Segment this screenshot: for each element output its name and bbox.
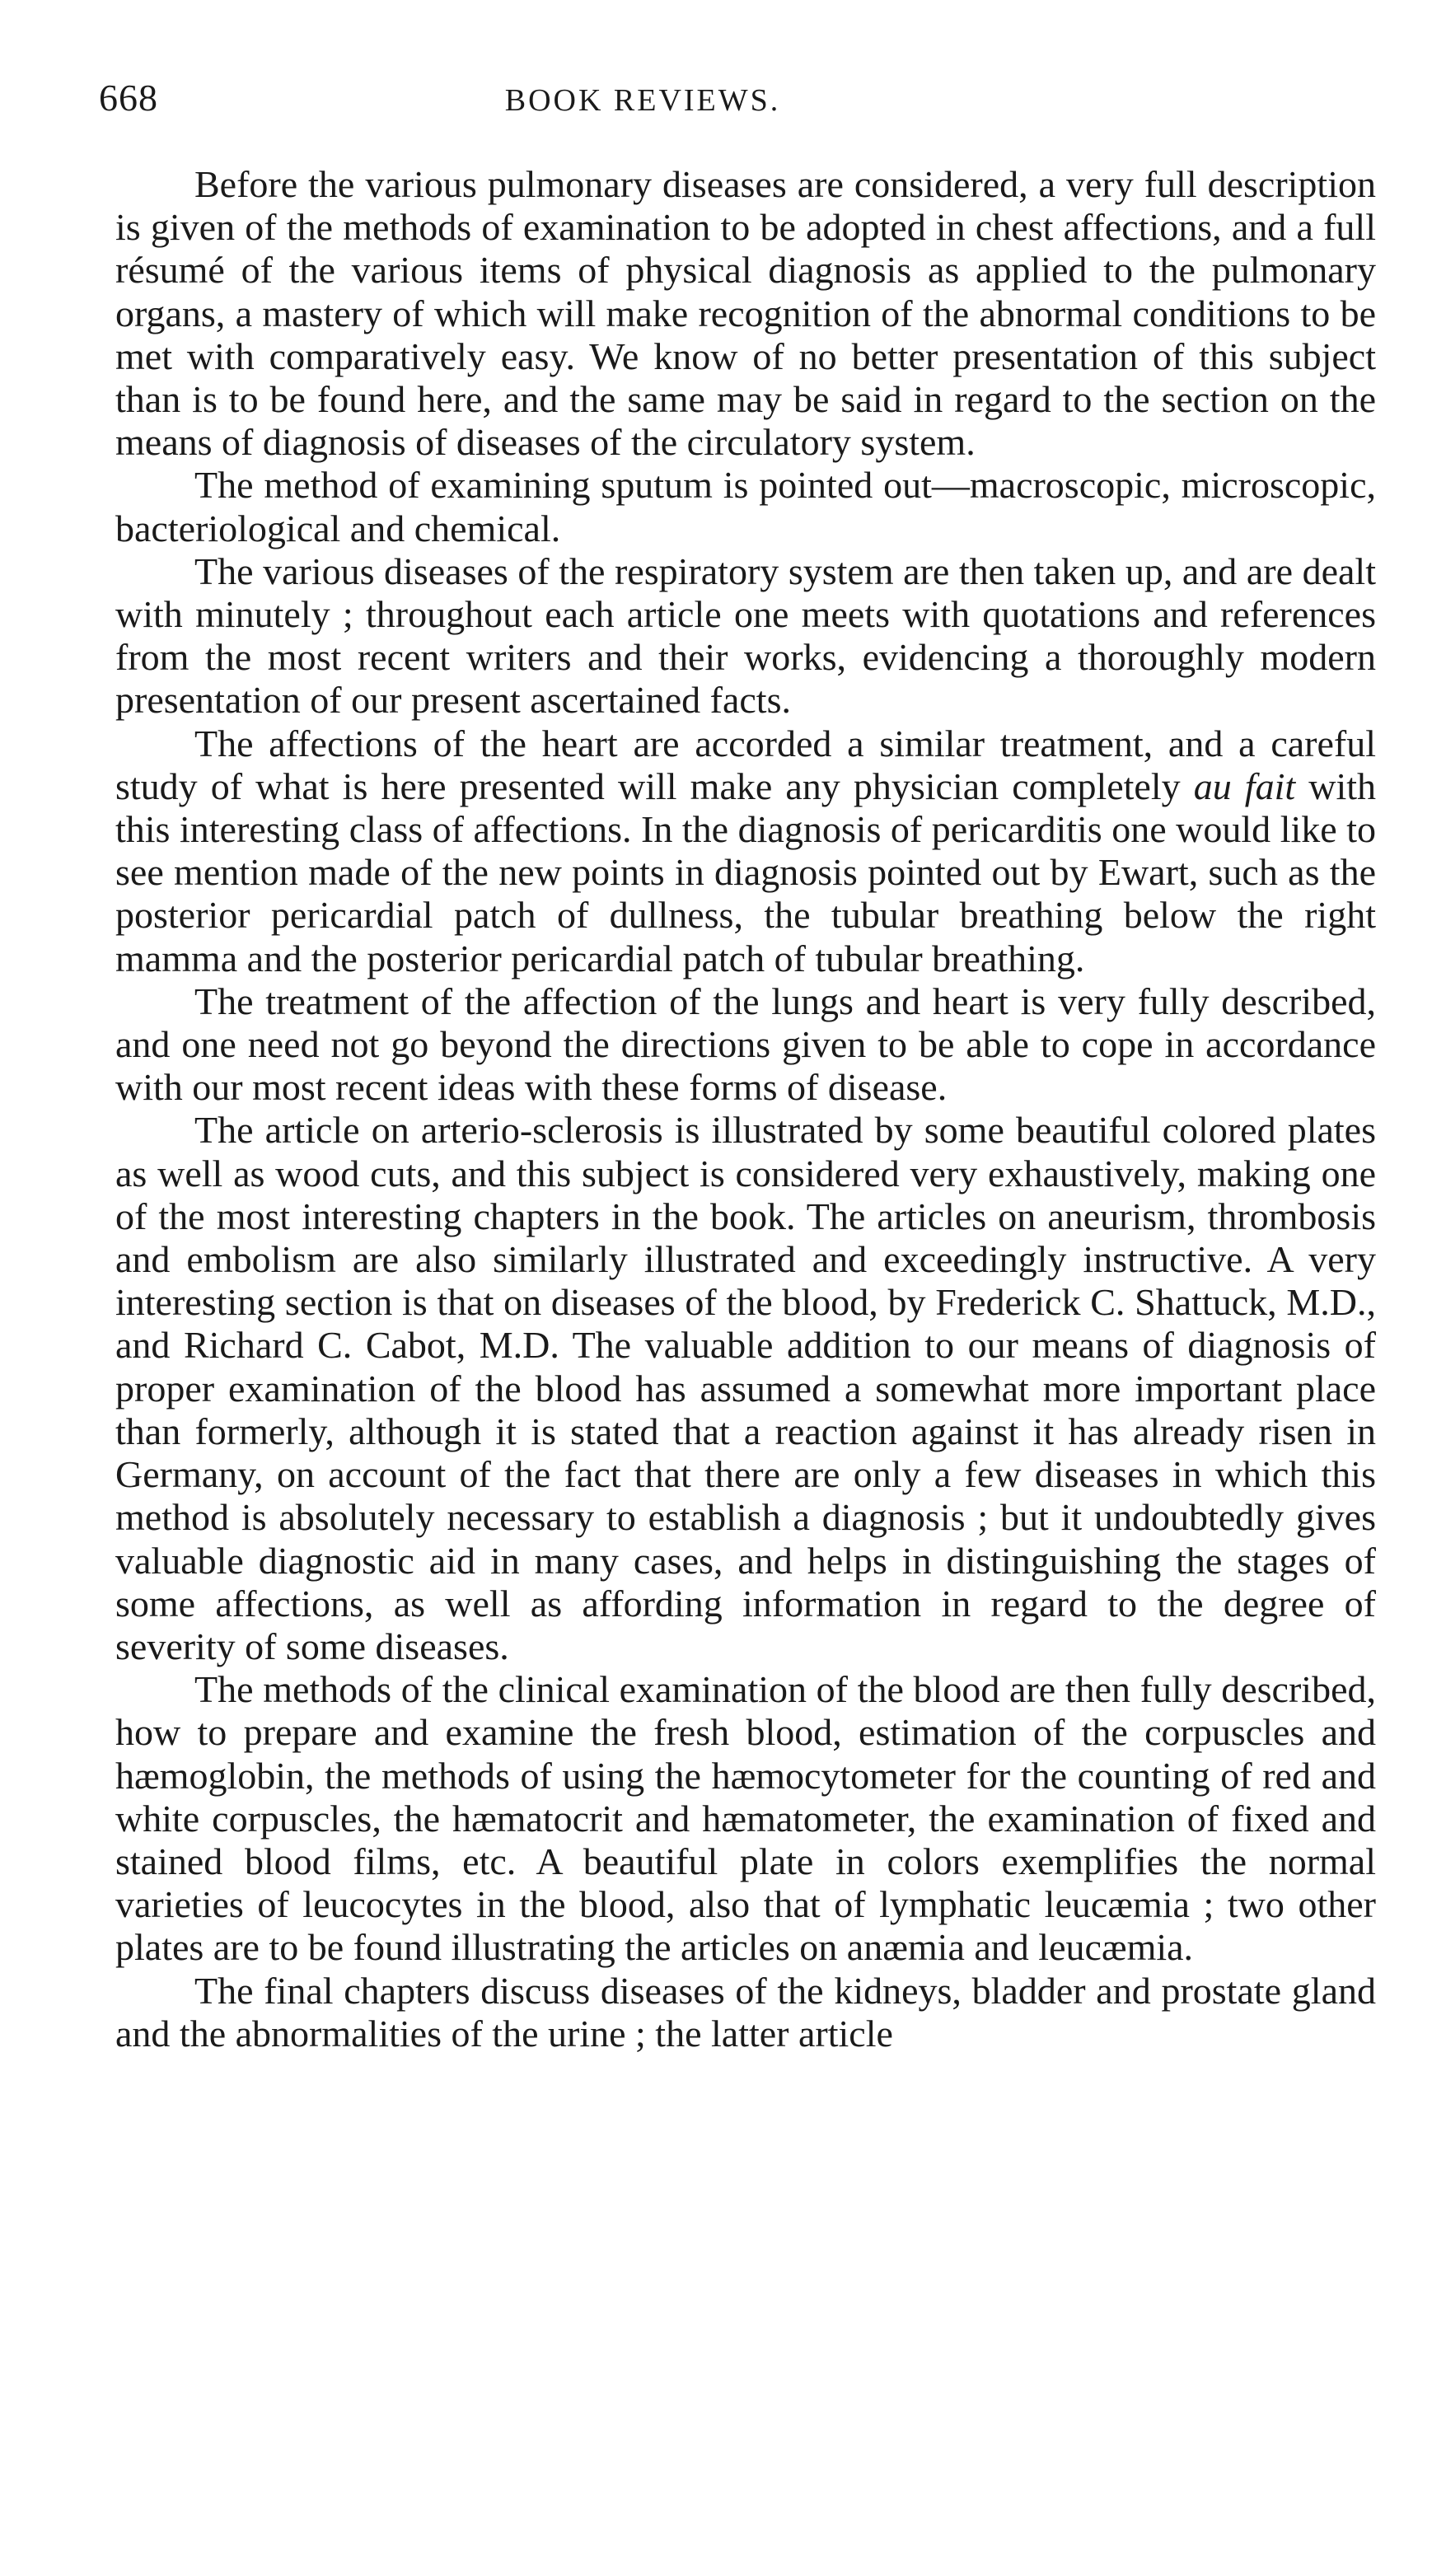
paragraph-sputum: The method of examining sputum is pointed out—macroscopic, microscopic, bacteriological and chemical. (115, 464, 1376, 549)
italic-phrase: au fait (1193, 764, 1296, 807)
paragraph-respiratory-diseases: The various diseases of the respiratory system are then taken up, and are dealt with minutely ; throughout each article one meets with quotations and references from the most recent writers and their works, evidencing a thoroughly modern presentation of our present ascertained facts. (115, 549, 1376, 722)
page-number: 668 (99, 77, 158, 119)
heart-text-before: The affections of the heart are accorded a similar treatment, and a careful study of what is here presented will make any physician completely (115, 722, 1376, 807)
paragraph-pulmonary-examination: Before the various pulmonary diseases are considered, a very full description is given of the methods of examination to be adopted in chest affections, and a full résumé of the various items of physical diagnosis as applied to the pulmonary organs, a mastery of which will make recognition of the abnormal conditions to be met with comparatively easy. We know of no better presentation of this subject than is to be found here, and the same may be said in regard to the section on the means of diagnosis of diseases of the circulatory system. (115, 163, 1376, 464)
paragraph-blood-examination: The methods of the clinical examination of the blood are then fully described, how to prepare and examine the fresh blood, estimation of the corpuscles and hæmoglobin, the methods of using the hæmocytometer for the counting of red and white corpuscles, the hæmatocrit and hæmatometer, the examination of fixed and stained blood films, etc. A beautiful plate in colors exemplifies the normal varieties of leucocytes in the blood, also that of lymphatic leucæmia ; two other plates are to be found illustrating the articles on anæmia and leucæmia. (115, 1668, 1376, 1969)
paragraph-treatment: The treatment of the affection of the lungs and heart is very fully described, and one need not go beyond the directions given to be able to cope in accordance with our most recent ideas with these forms of disease. (115, 979, 1376, 1109)
review-body (115, 163, 1376, 2055)
running-head: BOOK REVIEWS. (504, 83, 781, 118)
heart-text-after: with this interesting class of affections. In the diagnosis of pericarditis one would like to see mention made of the new points in diagnosis pointed out by Ewart, such as the posterior pericardial patch of dullness, the tubular breathing below the right mamma and the posterior pericardial patch of tubular breathing. (115, 764, 1377, 979)
paragraph-final-chapters: The final chapters discuss diseases of the kidneys, bladder and prostate gland and the abnormalities of the urine ; the latter article (115, 1969, 1376, 2055)
paragraph-heart-affections (115, 722, 1376, 980)
paragraph-arterio-sclerosis: The article on arterio-sclerosis is illustrated by some beautiful colored plates as well as wood cuts, and this subject is considered very exhaustively, making one of the most interesting chapters in the book. The articles on aneurism, thrombosis and embolism are also similarly illustrated and exceedingly instructive. A very interesting section is that on diseases of the blood, by Frederick C. Shattuck, M.D., and Richard C. Cabot, M.D. The valuable addition to our means of diagnosis of proper examination of the blood has assumed a somewhat more important place than formerly, although it is stated that a reaction against it has already risen in Germany, on account of the fact that there are only a few diseases in which this method is absolutely necessary to establish a diagnosis ; but it undoubtedly gives valuable diagnostic aid in many cases, and helps in distinguishing the stages of some affections, as well as affording information in regard to the degree of severity of some diseases. (115, 1109, 1376, 1667)
page-header (99, 76, 1384, 125)
